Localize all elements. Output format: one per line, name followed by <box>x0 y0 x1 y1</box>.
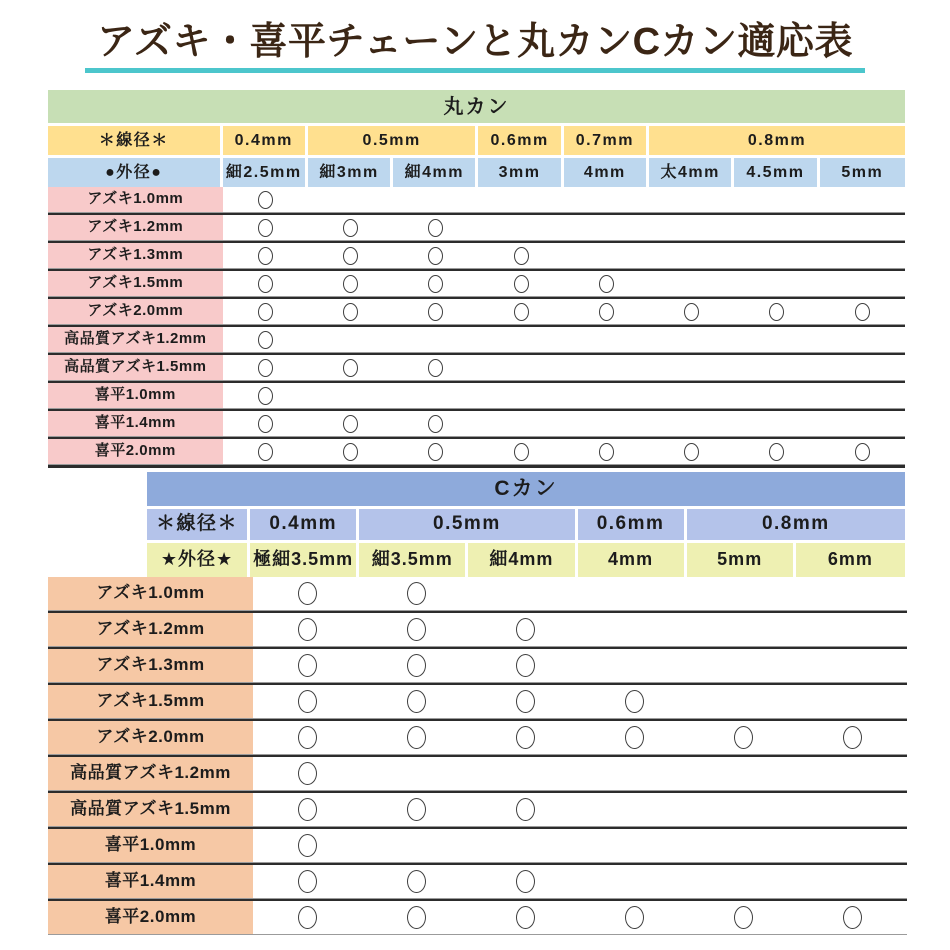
mark-cell <box>649 241 734 269</box>
circle-mark <box>258 275 273 293</box>
circle-mark <box>298 618 317 641</box>
row-label: 喜平1.0mm <box>48 381 223 409</box>
mark-cell <box>362 827 471 863</box>
circle-mark <box>428 359 443 377</box>
row-label: 高品質アズキ1.5mm <box>48 791 253 827</box>
mark-cell <box>478 187 563 213</box>
mark-cell <box>798 683 907 719</box>
mark-cell <box>798 863 907 899</box>
mark-cell <box>734 325 819 353</box>
circle-mark <box>298 654 317 677</box>
mark-cell <box>362 611 471 647</box>
row-label: 高品質アズキ1.2mm <box>48 325 223 353</box>
circle-mark <box>407 906 426 929</box>
outer-size-cell: 太4mm <box>649 155 734 187</box>
wire-diameter-row <box>48 123 905 155</box>
wire-diameter-label: ＊線径＊ <box>147 506 250 540</box>
mark-cell <box>362 577 471 611</box>
row-label: アズキ1.3mm <box>48 241 223 269</box>
header <box>0 0 950 73</box>
mark-cell <box>471 827 580 863</box>
mark-cell <box>471 719 580 755</box>
mark-cell <box>820 325 905 353</box>
mark-cell <box>478 269 563 297</box>
mark-cell <box>308 241 393 269</box>
table-row <box>48 241 905 269</box>
mark-cell <box>580 719 689 755</box>
circle-mark <box>625 726 644 749</box>
circle-mark <box>298 906 317 929</box>
mark-cell <box>478 409 563 437</box>
circle-mark <box>516 798 535 821</box>
mark-cell <box>362 755 471 791</box>
circle-mark <box>428 275 443 293</box>
mark-cell <box>798 577 907 611</box>
mark-cell <box>649 409 734 437</box>
mark-cell <box>253 863 362 899</box>
row-label: アズキ1.2mm <box>48 213 223 241</box>
outer-size-cell: 3mm <box>478 155 563 187</box>
mark-cell <box>820 409 905 437</box>
table-row <box>48 269 905 297</box>
mark-cell <box>734 409 819 437</box>
circle-mark <box>516 690 535 713</box>
table-row <box>48 827 907 863</box>
table-row <box>48 213 905 241</box>
table-row <box>48 791 907 827</box>
row-label: アズキ1.3mm <box>48 647 253 683</box>
circle-mark <box>769 443 784 461</box>
table-row <box>48 325 905 353</box>
mark-cell <box>308 325 393 353</box>
mark-cell <box>223 241 308 269</box>
mark-cell <box>564 381 649 409</box>
mark-cell <box>734 381 819 409</box>
c-kan-data-table <box>48 577 907 935</box>
mark-cell <box>362 683 471 719</box>
mark-cell <box>798 791 907 827</box>
table-row <box>48 863 907 899</box>
row-label: アズキ1.0mm <box>48 187 223 213</box>
circle-mark <box>343 275 358 293</box>
wire-size-cell: 0.6mm <box>478 123 563 155</box>
mark-cell <box>564 353 649 381</box>
mark-cell <box>734 187 819 213</box>
row-label: アズキ2.0mm <box>48 719 253 755</box>
circle-mark <box>625 906 644 929</box>
mark-cell <box>253 899 362 935</box>
outer-diameter-row <box>147 540 905 577</box>
mark-cell <box>649 269 734 297</box>
mark-cell <box>820 269 905 297</box>
row-label: アズキ2.0mm <box>48 297 223 325</box>
circle-mark <box>843 906 862 929</box>
table-row <box>48 719 907 755</box>
mark-cell <box>362 863 471 899</box>
mark-cell <box>393 381 478 409</box>
mark-cell <box>253 577 362 611</box>
mark-cell <box>820 213 905 241</box>
circle-mark <box>258 191 273 209</box>
mark-cell <box>734 213 819 241</box>
mark-cell <box>471 647 580 683</box>
outer-size-cell: 5mm <box>687 540 796 577</box>
mark-cell <box>223 325 308 353</box>
circle-mark <box>298 834 317 857</box>
outer-size-cell: 6mm <box>796 540 905 577</box>
mark-cell <box>253 755 362 791</box>
row-label: 喜平1.4mm <box>48 409 223 437</box>
circle-mark <box>258 331 273 349</box>
circle-mark <box>298 870 317 893</box>
circle-mark <box>516 654 535 677</box>
mark-cell <box>798 899 907 935</box>
mark-cell <box>308 269 393 297</box>
mark-cell <box>362 791 471 827</box>
wire-size-cell: 0.8mm <box>687 506 905 540</box>
circle-mark <box>407 654 426 677</box>
outer-size-cell: 4.5mm <box>734 155 819 187</box>
mark-cell <box>478 353 563 381</box>
mark-cell <box>689 683 798 719</box>
circle-mark <box>407 726 426 749</box>
circle-mark <box>514 275 529 293</box>
mark-cell <box>564 187 649 213</box>
table-row <box>48 381 905 409</box>
circle-mark <box>428 219 443 237</box>
circle-mark <box>599 303 614 321</box>
mark-cell <box>734 241 819 269</box>
mark-cell <box>734 437 819 465</box>
mark-cell <box>689 647 798 683</box>
wire-diameter-label: ＊線径＊ <box>48 123 223 155</box>
mark-cell <box>689 719 798 755</box>
outer-size-cell: 細4mm <box>468 540 577 577</box>
mark-cell <box>564 437 649 465</box>
table-title: 丸カン <box>48 90 905 123</box>
mark-cell <box>253 791 362 827</box>
mark-cell <box>564 269 649 297</box>
table-row <box>48 437 905 465</box>
mark-cell <box>223 269 308 297</box>
mark-cell <box>393 297 478 325</box>
outer-size-cell: 極細3.5mm <box>250 540 359 577</box>
table-row <box>48 297 905 325</box>
mark-cell <box>223 297 308 325</box>
table-row <box>48 899 907 935</box>
mark-cell <box>580 899 689 935</box>
mark-cell <box>393 269 478 297</box>
mark-cell <box>478 241 563 269</box>
wire-size-cell: 0.7mm <box>564 123 649 155</box>
circle-mark <box>599 443 614 461</box>
outer-size-cell: 5mm <box>820 155 905 187</box>
circle-mark <box>258 387 273 405</box>
mark-cell <box>580 647 689 683</box>
table-row <box>48 611 907 647</box>
circle-mark <box>407 798 426 821</box>
wire-size-cell: 0.5mm <box>359 506 577 540</box>
table-row <box>48 755 907 791</box>
mark-cell <box>478 437 563 465</box>
c-kan-header-table <box>147 472 905 577</box>
mark-cell <box>253 683 362 719</box>
mark-cell <box>649 437 734 465</box>
mark-cell <box>798 719 907 755</box>
circle-mark <box>684 303 699 321</box>
circle-mark <box>258 359 273 377</box>
mark-cell <box>478 297 563 325</box>
mark-cell <box>393 213 478 241</box>
row-label: アズキ1.5mm <box>48 269 223 297</box>
circle-mark <box>514 303 529 321</box>
mark-cell <box>689 755 798 791</box>
mark-cell <box>308 213 393 241</box>
mark-cell <box>393 241 478 269</box>
mark-cell <box>798 647 907 683</box>
circle-mark <box>343 359 358 377</box>
circle-mark <box>428 415 443 433</box>
circle-mark <box>298 726 317 749</box>
mark-cell <box>564 297 649 325</box>
circle-mark <box>258 303 273 321</box>
mark-cell <box>308 353 393 381</box>
circle-mark <box>407 618 426 641</box>
outer-size-cell: 細3.5mm <box>359 540 468 577</box>
circle-mark <box>516 726 535 749</box>
mark-cell <box>580 755 689 791</box>
wire-size-cell: 0.5mm <box>308 123 479 155</box>
table-row <box>48 409 905 437</box>
mark-cell <box>820 241 905 269</box>
wire-size-cell: 0.6mm <box>578 506 687 540</box>
circle-mark <box>298 798 317 821</box>
table-row <box>48 187 905 213</box>
outer-diameter-row <box>48 155 905 187</box>
row-label: 高品質アズキ1.2mm <box>48 755 253 791</box>
mark-cell <box>734 269 819 297</box>
outer-size-cell: 細4mm <box>393 155 478 187</box>
mark-cell <box>253 611 362 647</box>
mark-cell <box>471 899 580 935</box>
mark-cell <box>362 899 471 935</box>
mark-cell <box>564 241 649 269</box>
mark-cell <box>820 187 905 213</box>
table-title-row <box>48 90 905 123</box>
wire-size-cell: 0.8mm <box>649 123 905 155</box>
mark-cell <box>471 863 580 899</box>
row-label: 喜平2.0mm <box>48 437 223 465</box>
row-label: 高品質アズキ1.5mm <box>48 353 223 381</box>
circle-mark <box>258 415 273 433</box>
mark-cell <box>820 353 905 381</box>
circle-mark <box>258 443 273 461</box>
mark-cell <box>253 647 362 683</box>
mark-cell <box>820 381 905 409</box>
mark-cell <box>734 353 819 381</box>
mark-cell <box>223 213 308 241</box>
mark-cell <box>308 187 393 213</box>
mark-cell <box>223 437 308 465</box>
wire-size-cell: 0.4mm <box>223 123 308 155</box>
mark-cell <box>253 719 362 755</box>
circle-mark <box>516 870 535 893</box>
circle-mark <box>298 762 317 785</box>
mark-cell <box>393 409 478 437</box>
circle-mark <box>625 690 644 713</box>
mark-cell <box>649 187 734 213</box>
mark-cell <box>564 409 649 437</box>
circle-mark <box>734 906 753 929</box>
circle-mark <box>734 726 753 749</box>
mark-cell <box>393 353 478 381</box>
row-label: アズキ1.2mm <box>48 611 253 647</box>
table-title: Cカン <box>147 472 905 506</box>
row-label: 喜平1.0mm <box>48 827 253 863</box>
mark-cell <box>478 325 563 353</box>
mark-cell <box>580 611 689 647</box>
outer-diameter-label: ★外径★ <box>147 540 250 577</box>
mark-cell <box>649 381 734 409</box>
mark-cell <box>689 577 798 611</box>
circle-mark <box>428 443 443 461</box>
mark-cell <box>580 827 689 863</box>
mark-cell <box>798 755 907 791</box>
mark-cell <box>820 297 905 325</box>
mark-cell <box>798 827 907 863</box>
circle-mark <box>258 247 273 265</box>
mark-cell <box>223 187 308 213</box>
outer-size-cell: 細3mm <box>308 155 393 187</box>
mark-cell <box>580 577 689 611</box>
mark-cell <box>649 297 734 325</box>
circle-mark <box>343 247 358 265</box>
circle-mark <box>343 415 358 433</box>
mark-cell <box>689 899 798 935</box>
mark-cell <box>820 437 905 465</box>
mark-cell <box>471 755 580 791</box>
circle-mark <box>684 443 699 461</box>
mark-cell <box>734 297 819 325</box>
mark-cell <box>471 577 580 611</box>
circle-mark <box>407 690 426 713</box>
mark-cell <box>580 863 689 899</box>
mark-cell <box>478 381 563 409</box>
circle-mark <box>428 303 443 321</box>
mark-cell <box>362 719 471 755</box>
mark-cell <box>308 381 393 409</box>
wire-size-cell: 0.4mm <box>250 506 359 540</box>
table-row <box>48 577 907 611</box>
mark-cell <box>393 437 478 465</box>
mark-cell <box>564 213 649 241</box>
row-label: アズキ1.0mm <box>48 577 253 611</box>
mark-cell <box>649 353 734 381</box>
row-label: アズキ1.5mm <box>48 683 253 719</box>
circle-mark <box>516 906 535 929</box>
mark-cell <box>564 325 649 353</box>
mark-cell <box>223 381 308 409</box>
circle-mark <box>843 726 862 749</box>
circle-mark <box>343 303 358 321</box>
circle-mark <box>407 870 426 893</box>
mark-cell <box>478 213 563 241</box>
mark-cell <box>798 611 907 647</box>
maru-kan-table <box>48 90 905 468</box>
table-row <box>48 353 905 381</box>
mark-cell <box>689 611 798 647</box>
mark-cell <box>689 791 798 827</box>
outer-size-cell: 細2.5mm <box>223 155 308 187</box>
mark-cell <box>223 409 308 437</box>
table-row <box>48 647 907 683</box>
mark-cell <box>253 827 362 863</box>
mark-cell <box>362 647 471 683</box>
mark-cell <box>649 213 734 241</box>
circle-mark <box>599 275 614 293</box>
mark-cell <box>308 437 393 465</box>
row-label: 喜平2.0mm <box>48 899 253 935</box>
circle-mark <box>428 247 443 265</box>
mark-cell <box>393 187 478 213</box>
mark-cell <box>471 791 580 827</box>
outer-size-cell: 4mm <box>564 155 649 187</box>
mark-cell <box>223 353 308 381</box>
wire-diameter-row <box>147 506 905 540</box>
circle-mark <box>258 219 273 237</box>
mark-cell <box>649 325 734 353</box>
outer-diameter-label: ●外径● <box>48 155 223 187</box>
circle-mark <box>855 303 870 321</box>
outer-size-cell: 4mm <box>578 540 687 577</box>
circle-mark <box>855 443 870 461</box>
mark-cell <box>471 611 580 647</box>
circle-mark <box>343 443 358 461</box>
mark-cell <box>308 409 393 437</box>
mark-cell <box>308 297 393 325</box>
table-row <box>48 683 907 719</box>
circle-mark <box>769 303 784 321</box>
mark-cell <box>689 827 798 863</box>
circle-mark <box>298 690 317 713</box>
circle-mark <box>516 618 535 641</box>
mark-cell <box>393 325 478 353</box>
row-label: 喜平1.4mm <box>48 863 253 899</box>
circle-mark <box>298 582 317 605</box>
circle-mark <box>343 219 358 237</box>
page-title: アズキ・喜平チェーンと丸カンCカン適応表 <box>85 20 865 73</box>
circle-mark <box>407 582 426 605</box>
circle-mark <box>514 443 529 461</box>
mark-cell <box>580 791 689 827</box>
mark-cell <box>471 683 580 719</box>
mark-cell <box>580 683 689 719</box>
table-title-row <box>147 472 905 506</box>
mark-cell <box>689 863 798 899</box>
circle-mark <box>514 247 529 265</box>
